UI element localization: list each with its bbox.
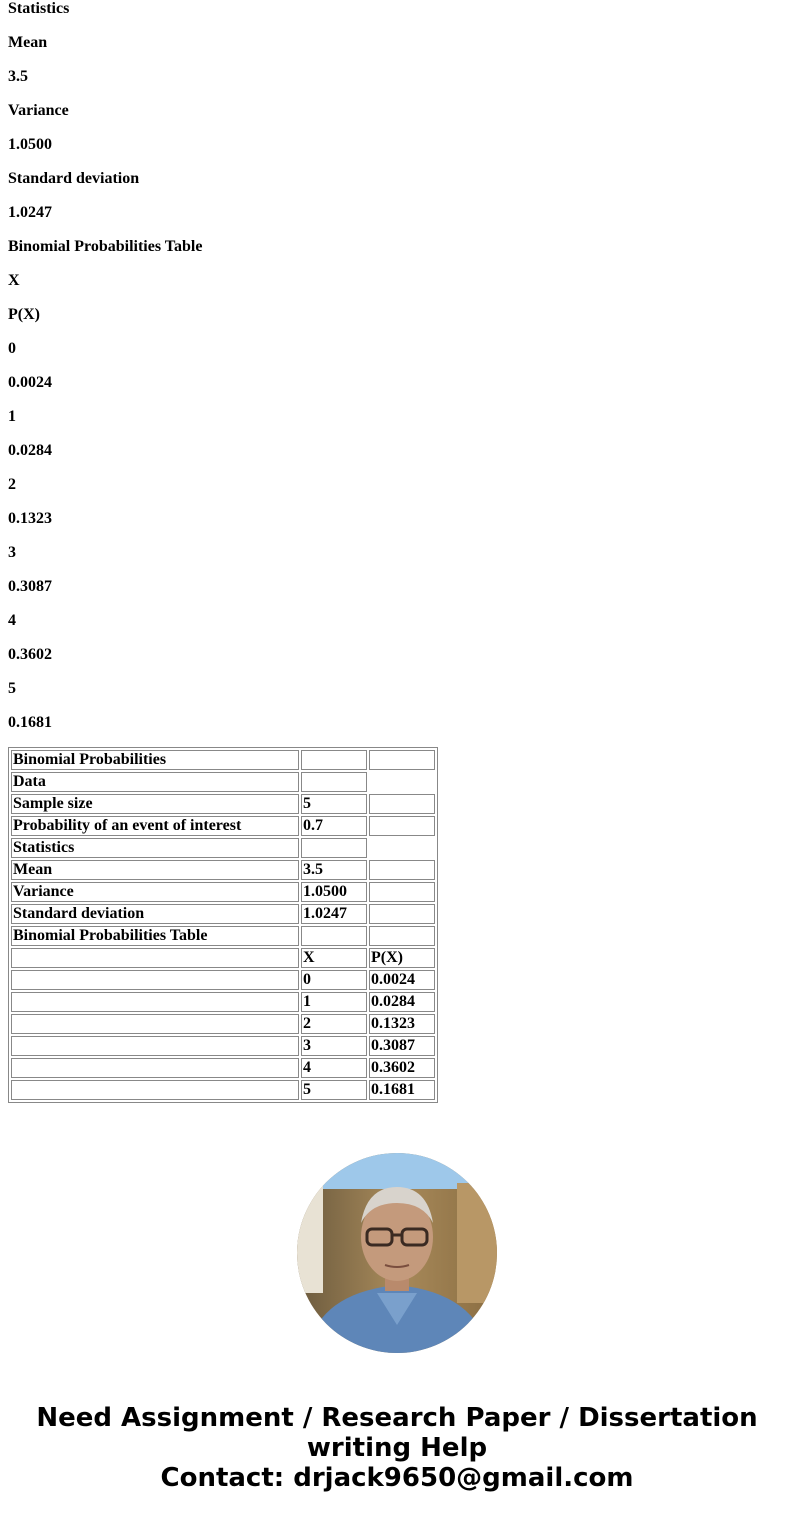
table-row xyxy=(11,992,435,1012)
empty-cell xyxy=(369,882,435,902)
x-value: 4 xyxy=(8,612,16,629)
table-row xyxy=(11,1036,435,1056)
table-row xyxy=(11,838,435,858)
empty-cell xyxy=(11,1058,299,1078)
table-row xyxy=(11,1058,435,1078)
empty-cell xyxy=(301,750,367,770)
empty-cell xyxy=(11,992,299,1012)
empty-cell xyxy=(369,772,435,792)
x-cell: 0 xyxy=(301,970,367,990)
variance-value: 1.0500 xyxy=(8,136,52,153)
empty-cell xyxy=(369,750,435,770)
std-value-cell: 1.0247 xyxy=(301,904,367,924)
variance-value-cell: 1.0500 xyxy=(301,882,367,902)
probability-label-cell: Probability of an event of interest xyxy=(11,816,299,836)
sample-size-label-cell: Sample size xyxy=(11,794,299,814)
empty-cell xyxy=(301,838,367,858)
probability-value-cell: 0.7 xyxy=(301,816,367,836)
promo-contact: Contact: drjack9650@gmail.com xyxy=(160,1463,634,1493)
p-cell: 0.1323 xyxy=(369,1014,435,1034)
x-header: X xyxy=(8,272,20,289)
px-header: P(X) xyxy=(8,306,40,323)
empty-cell xyxy=(369,904,435,924)
empty-cell xyxy=(11,1036,299,1056)
data-heading-cell: Data xyxy=(11,772,299,792)
table-row xyxy=(11,1080,435,1100)
p-value: 0.1681 xyxy=(8,714,52,731)
empty-cell xyxy=(369,794,435,814)
variance-label-cell: Variance xyxy=(11,882,299,902)
empty-cell xyxy=(369,816,435,836)
statistics-heading: Statistics xyxy=(8,0,70,17)
table-row xyxy=(11,860,435,880)
p-value: 0.1323 xyxy=(8,510,52,527)
table-row xyxy=(11,926,435,946)
empty-cell xyxy=(11,1080,299,1100)
table-row xyxy=(11,904,435,924)
probabilities-table-heading: Binomial Probabilities Table xyxy=(8,238,203,255)
empty-cell xyxy=(11,1014,299,1034)
mean-label: Mean xyxy=(8,34,48,51)
p-cell: 0.0284 xyxy=(369,992,435,1012)
table-row xyxy=(11,816,435,836)
empty-cell xyxy=(11,970,299,990)
table-row xyxy=(11,772,435,792)
empty-cell xyxy=(369,926,435,946)
table-row xyxy=(11,970,435,990)
promo-text xyxy=(0,1403,794,1493)
table-row xyxy=(11,794,435,814)
empty-cell xyxy=(301,772,367,792)
portrait-illustration xyxy=(297,1153,497,1353)
mean-value: 3.5 xyxy=(8,68,28,85)
p-value: 0.3087 xyxy=(8,578,52,595)
x-cell: 1 xyxy=(301,992,367,1012)
empty-cell xyxy=(369,860,435,880)
x-value: 2 xyxy=(8,476,16,493)
px-header-cell: P(X) xyxy=(369,948,435,968)
variance-label: Variance xyxy=(8,102,69,119)
statistics-heading-cell: Statistics xyxy=(11,838,299,858)
p-cell: 0.0024 xyxy=(369,970,435,990)
x-cell: 3 xyxy=(301,1036,367,1056)
p-cell: 0.1681 xyxy=(369,1080,435,1100)
p-cell: 0.3087 xyxy=(369,1036,435,1056)
p-value: 0.0024 xyxy=(8,374,52,391)
empty-cell xyxy=(301,926,367,946)
p-value: 0.3602 xyxy=(8,646,52,663)
promo-line: Need Assignment / Research Paper / Dissertation xyxy=(36,1403,758,1433)
x-cell: 5 xyxy=(301,1080,367,1100)
std-value: 1.0247 xyxy=(8,204,52,221)
sample-size-value-cell: 5 xyxy=(301,794,367,814)
table-row xyxy=(11,750,435,770)
author-photo xyxy=(297,1153,497,1353)
table-row xyxy=(11,1014,435,1034)
probabilities-heading-cell: Binomial Probabilities Table xyxy=(11,926,299,946)
binomial-table xyxy=(8,747,438,1103)
x-cell: 4 xyxy=(301,1058,367,1078)
x-header-cell: X xyxy=(301,948,367,968)
mean-value-cell: 3.5 xyxy=(301,860,367,880)
mean-label-cell: Mean xyxy=(11,860,299,880)
std-label: Standard deviation xyxy=(8,170,140,187)
empty-cell xyxy=(369,838,435,858)
table-row xyxy=(11,882,435,902)
p-value: 0.0284 xyxy=(8,442,52,459)
std-label-cell: Standard deviation xyxy=(11,904,299,924)
table-title-cell: Binomial Probabilities xyxy=(11,750,299,770)
x-value: 5 xyxy=(8,680,16,697)
x-cell: 2 xyxy=(301,1014,367,1034)
x-value: 0 xyxy=(8,340,16,357)
table-row xyxy=(11,948,435,968)
promo-line: writing Help xyxy=(306,1433,488,1463)
p-cell: 0.3602 xyxy=(369,1058,435,1078)
x-value: 3 xyxy=(8,544,16,561)
empty-cell xyxy=(11,948,299,968)
x-value: 1 xyxy=(8,408,16,425)
